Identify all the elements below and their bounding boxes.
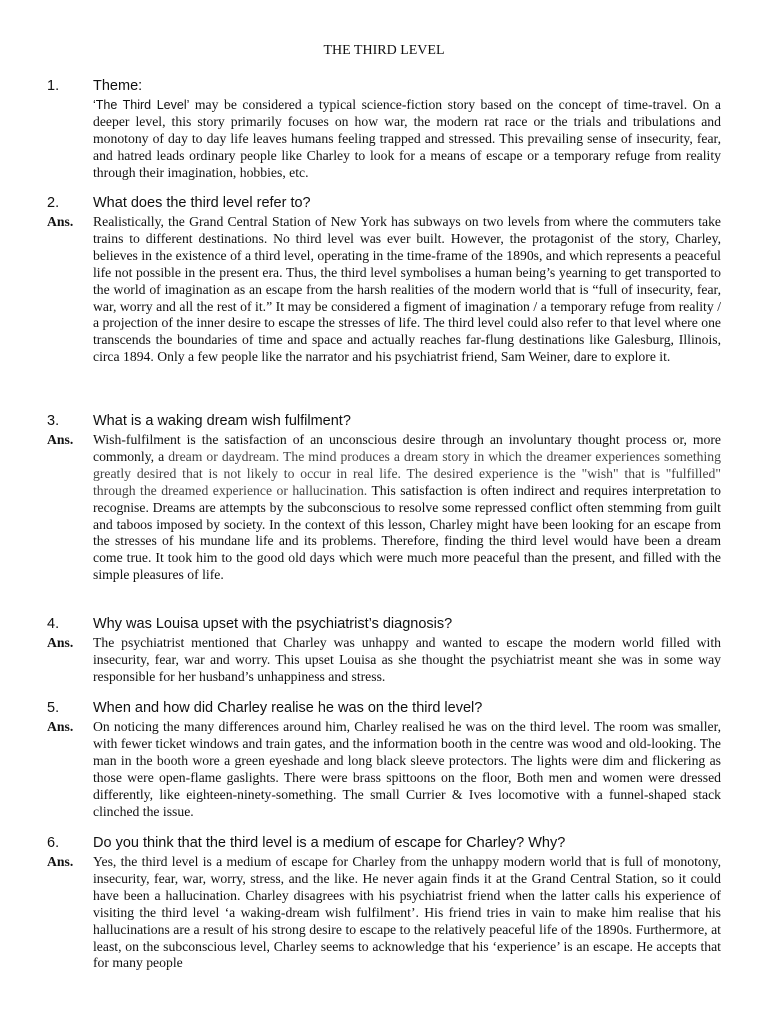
answer-segment: may be considered a typical science-fiction story based on the concept of time-travel. On a deeper level, this story primarily focuses on how war, the modern rat race or the trials and tribulations and monotony of day to day life leaves humans feeling trapped and stressed. This prevailing sense of insecurity, fear, and hatred leads ordinary people like Charley to look for a means of escape or a temporary refuge from reality through their imagination, hobbies, etc. bbox=[93, 97, 721, 180]
answer-segment: The psychiatrist mentioned that Charley was unhappy and wanted to escape the modern world filled with insecurity, fear, war and worry. This upset Louisa as she thought the psychiatrist meant she was in some way responsible for her husband’s unhappiness and stress. bbox=[93, 635, 721, 684]
answer-text bbox=[93, 97, 721, 182]
answer-segment: ‘The Third Level’ bbox=[93, 98, 190, 112]
answer-block bbox=[0, 432, 768, 584]
answer-text bbox=[93, 635, 721, 686]
question-text: What is a waking dream wish fulfilment? bbox=[93, 413, 351, 429]
page-title: THE THIRD LEVEL bbox=[323, 43, 445, 58]
answer-block bbox=[0, 214, 768, 366]
question-number: 4. bbox=[47, 616, 60, 632]
answer-label: Ans. bbox=[47, 635, 74, 650]
answer-block bbox=[0, 635, 768, 686]
section-third-level-meaning bbox=[0, 195, 768, 366]
question-row bbox=[0, 700, 768, 719]
answer-label: Ans. bbox=[47, 432, 74, 447]
answer-label: Ans. bbox=[47, 719, 74, 734]
question-text: When and how did Charley realise he was on the third level? bbox=[93, 700, 483, 716]
question-row bbox=[0, 616, 768, 635]
answer-text bbox=[93, 719, 721, 820]
answer-block bbox=[0, 719, 768, 820]
question-row bbox=[0, 835, 768, 854]
question-number: 6. bbox=[47, 835, 60, 851]
section-theme bbox=[0, 78, 768, 182]
question-text: Why was Louisa upset with the psychiatrist’s diagnosis? bbox=[93, 616, 453, 632]
question-text: Theme: bbox=[93, 78, 143, 94]
answer-segment: Realistically, the Grand Central Station of New York has subways on two levels from where the commuters take trains to different destinations. No third level was ever built. However, the protagonist of the story, Charley, believes in the existence of a third level, operating in the time-frame of the 1890s, and which represents a peaceful life not possible in the present era. Thus, the third level symbolises a human being’s yearning to get transported to the world of imagination as an escape from the harsh realities of the modern world that is “full of insecurity, fear, war, worry and all the rest of it.” It may be considered a figment of imagination / a temporary refuge from reality / a projection of the inner desire to escape the stresses of life. The third level could also refer to that level where one transcends the boundaries of time and space and actually reaches far-flung destinations like Galesburg, Illinois, circa 1894. Only a few people like the narrator and his psychiatrist friend, Sam Weiner, dare to explore it. bbox=[93, 214, 721, 365]
answer-label: Ans. bbox=[47, 854, 74, 869]
answer-text bbox=[93, 854, 721, 972]
section-charley-realise bbox=[0, 700, 768, 820]
answer-block bbox=[0, 97, 768, 182]
answer-label: Ans. bbox=[47, 214, 74, 229]
question-text: What does the third level refer to? bbox=[93, 195, 311, 211]
question-row bbox=[0, 195, 768, 214]
question-row bbox=[0, 413, 768, 432]
section-waking-dream bbox=[0, 413, 768, 584]
answer-segment-definition: dream or daydream. The mind produces a dream story in which the dreamer experiences something greatly desired that is not likely to occur in real life. The desired experience is the "wish" that is "fulfilled" through the dreamed experience or hallucination. bbox=[93, 448, 721, 498]
answer-text bbox=[93, 214, 721, 366]
answer-segment: On noticing the many differences around him, Charley realised he was on the third level. The room was smaller, with fewer ticket windows and train gates, and the information booth in the centre was wood and old-looking. The man in the booth wore a green eyeshade and long black sleeve protectors. The lights were dim and flickering as those were open-flame gaslights. There were brass spittoons on the floor, Both men and women were dressed differently, like eighteen-ninety-something. The small Currier & Ives locomotive with a funnel-shaped stack clinched the issue. bbox=[93, 719, 721, 819]
question-row bbox=[0, 78, 768, 97]
question-number: 1. bbox=[47, 78, 60, 94]
question-number: 5. bbox=[47, 700, 60, 716]
answer-text bbox=[93, 432, 721, 584]
answer-segment: Yes, the third level is a medium of escape for Charley from the unhappy modern world that is full of monotony, insecurity, fear, war, worry, stress, and the like. He never again finds it at the Grand Central Station, so it could have been a hallucination. Charley disagrees with his psychiatrist friend when the latter calls his experience of visiting the third level ‘a waking-dream wish fulfilment’. His friend tries in vain to make him realise that his hallucinations are a result of his strong desire to escape to the relatively peaceful life of the 1890s. Furthermore, at least, on the subconscious level, Charley seems to acknowledge that his ‘experience’ is an escape. He accepts that for many people bbox=[93, 854, 721, 971]
question-text: Do you think that the third level is a medium of escape for Charley? Why? bbox=[93, 835, 566, 851]
answer-block bbox=[0, 854, 768, 972]
section-medium-of-escape bbox=[0, 835, 768, 972]
question-number: 2. bbox=[47, 195, 60, 211]
answer-segment: Wish-fulfilment is the satisfaction of an unconscious desire through an involuntary thought process or, more commonly, a bbox=[93, 432, 721, 464]
question-number: 3. bbox=[47, 413, 60, 429]
section-louisa-upset bbox=[0, 616, 768, 686]
answer-segment: This satisfaction is often indirect and requires interpretation to recognise. Dreams are attempts by the subconscious to resolve some repressed conflict often stemming from guilt and taboos imposed by society. In the context of this lesson, Charley might have been looking for an escape from the stresses of his mundane life and its problems. Therefore, finding the third level would have been a dream come true. It took him to the good old days which were much more peaceful than the present, and filled with the simple pleasures of life. bbox=[93, 482, 721, 583]
